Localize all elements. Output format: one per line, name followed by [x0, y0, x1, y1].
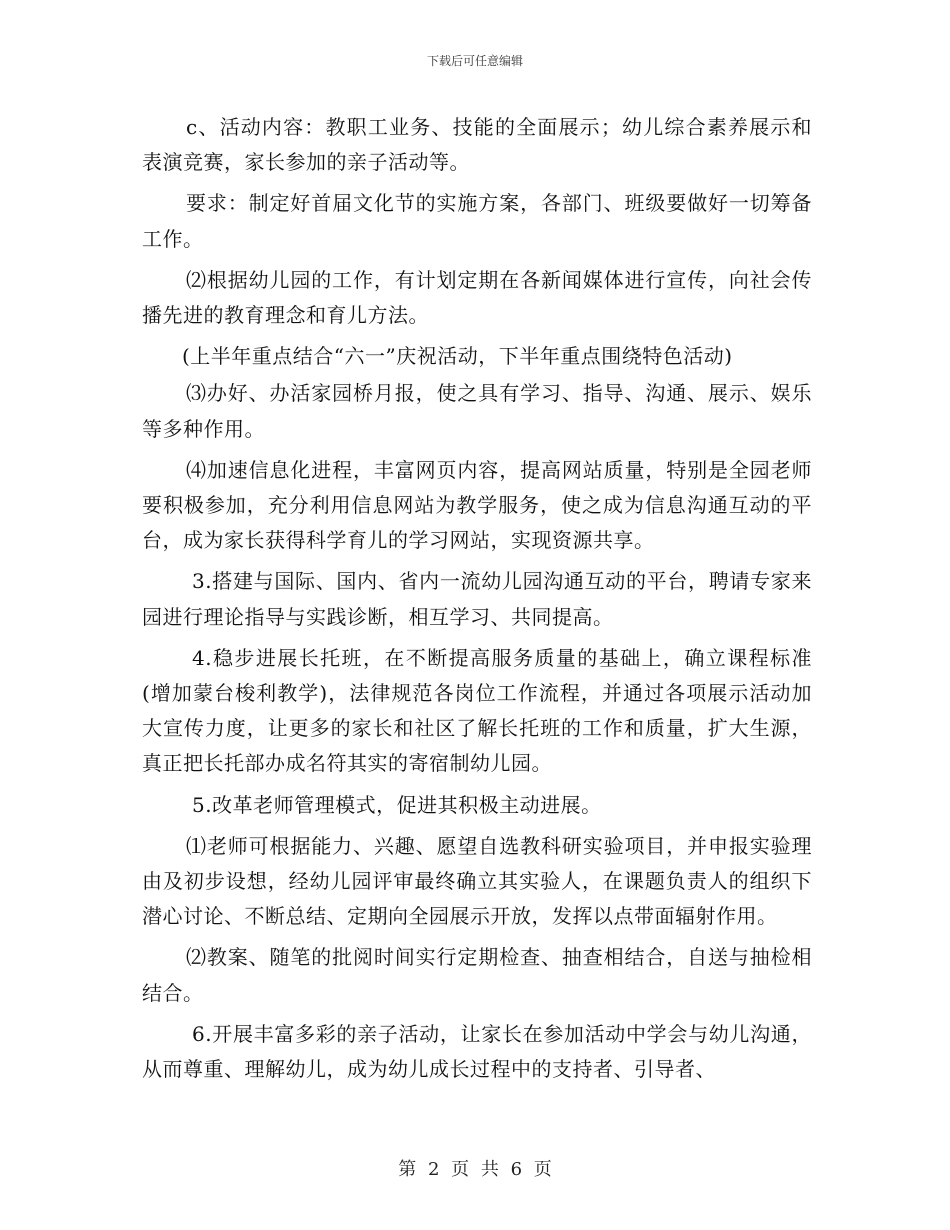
paragraph-platform: 3.搭建与国际、国内、省内一流幼儿园沟通互动的平台，聘请专家来园进行理论指导与实践诊断，相互学习、共同提高。	[142, 569, 812, 629]
paragraph-research-projects: ⑴老师可根据能力、兴趣、愿望自选教科研实验项目，并申报实验理由及初步设想，经幼儿园评审最终确立其实验人，在课题负责人的组织下潜心讨论、不断总结、定期向全园展示开放，发挥以点带面辐射作用。	[142, 833, 812, 929]
page-number: 第 2 页 共 6 页	[398, 1159, 552, 1180]
paragraph-parent-child-activities: 6.开展丰富多彩的亲子活动，让家长在参加活动中学会与幼儿沟通，从而尊重、理解幼儿，成为幼儿成长过程中的支持者、引导者、	[142, 1021, 812, 1082]
paragraph-monthly-newsletter: ⑶办好、办活家园桥月报，使之具有学习、指导、沟通、展示、娱乐等多种作用。	[142, 381, 812, 441]
paragraph-lesson-review: ⑵教案、随笔的批阅时间实行定期检查、抽查相结合，自送与抽检相结合。	[142, 945, 812, 1005]
paragraph-teacher-management: 5.改革老师管理模式，促进其积极主动进展。	[192, 792, 602, 817]
paragraph-requirements: 要求：制定好首届文化节的实施方案，各部门、班级要做好一切筹备工作。	[142, 191, 812, 251]
page-header: 下载后可任意编辑	[426, 54, 523, 68]
document-body	[142, 110, 812, 1093]
paragraph-half-year-focus: (上半年重点结合“六一”庆祝活动，下半年重点围绕特色活动)	[182, 344, 733, 369]
paragraph-media-promotion: ⑵根据幼儿园的工作，有计划定期在各新闻媒体进行宣传，向社会传播先进的教育理念和育儿方法。	[142, 267, 812, 328]
paragraph-activity-content: c、活动内容：教职工业务、技能的全面展示；幼儿综合素养展示和表演竞赛，家长参加的亲子活动等。	[142, 115, 812, 175]
paragraph-long-care-class: 4.稳步进展长托班，在不断提高服务质量的基础上，确立课程标准(增加蒙台梭利教学)，法律规范各岗位工作流程，并通过各项展示活动加大宣传力度，让更多的家长和社区了解长托班的工作和质量，扩大生源，真正把长托部办成名符其实的寄宿制幼儿园。	[142, 645, 812, 776]
paragraph-informatization: ⑷加速信息化进程，丰富网页内容，提高网站质量，特别是全园老师要积极参加，充分利用信息网站为教学服务，使之成为信息沟通互动的平台，成为家长获得科学育儿的学习网站，实现资源共享。	[142, 457, 812, 553]
